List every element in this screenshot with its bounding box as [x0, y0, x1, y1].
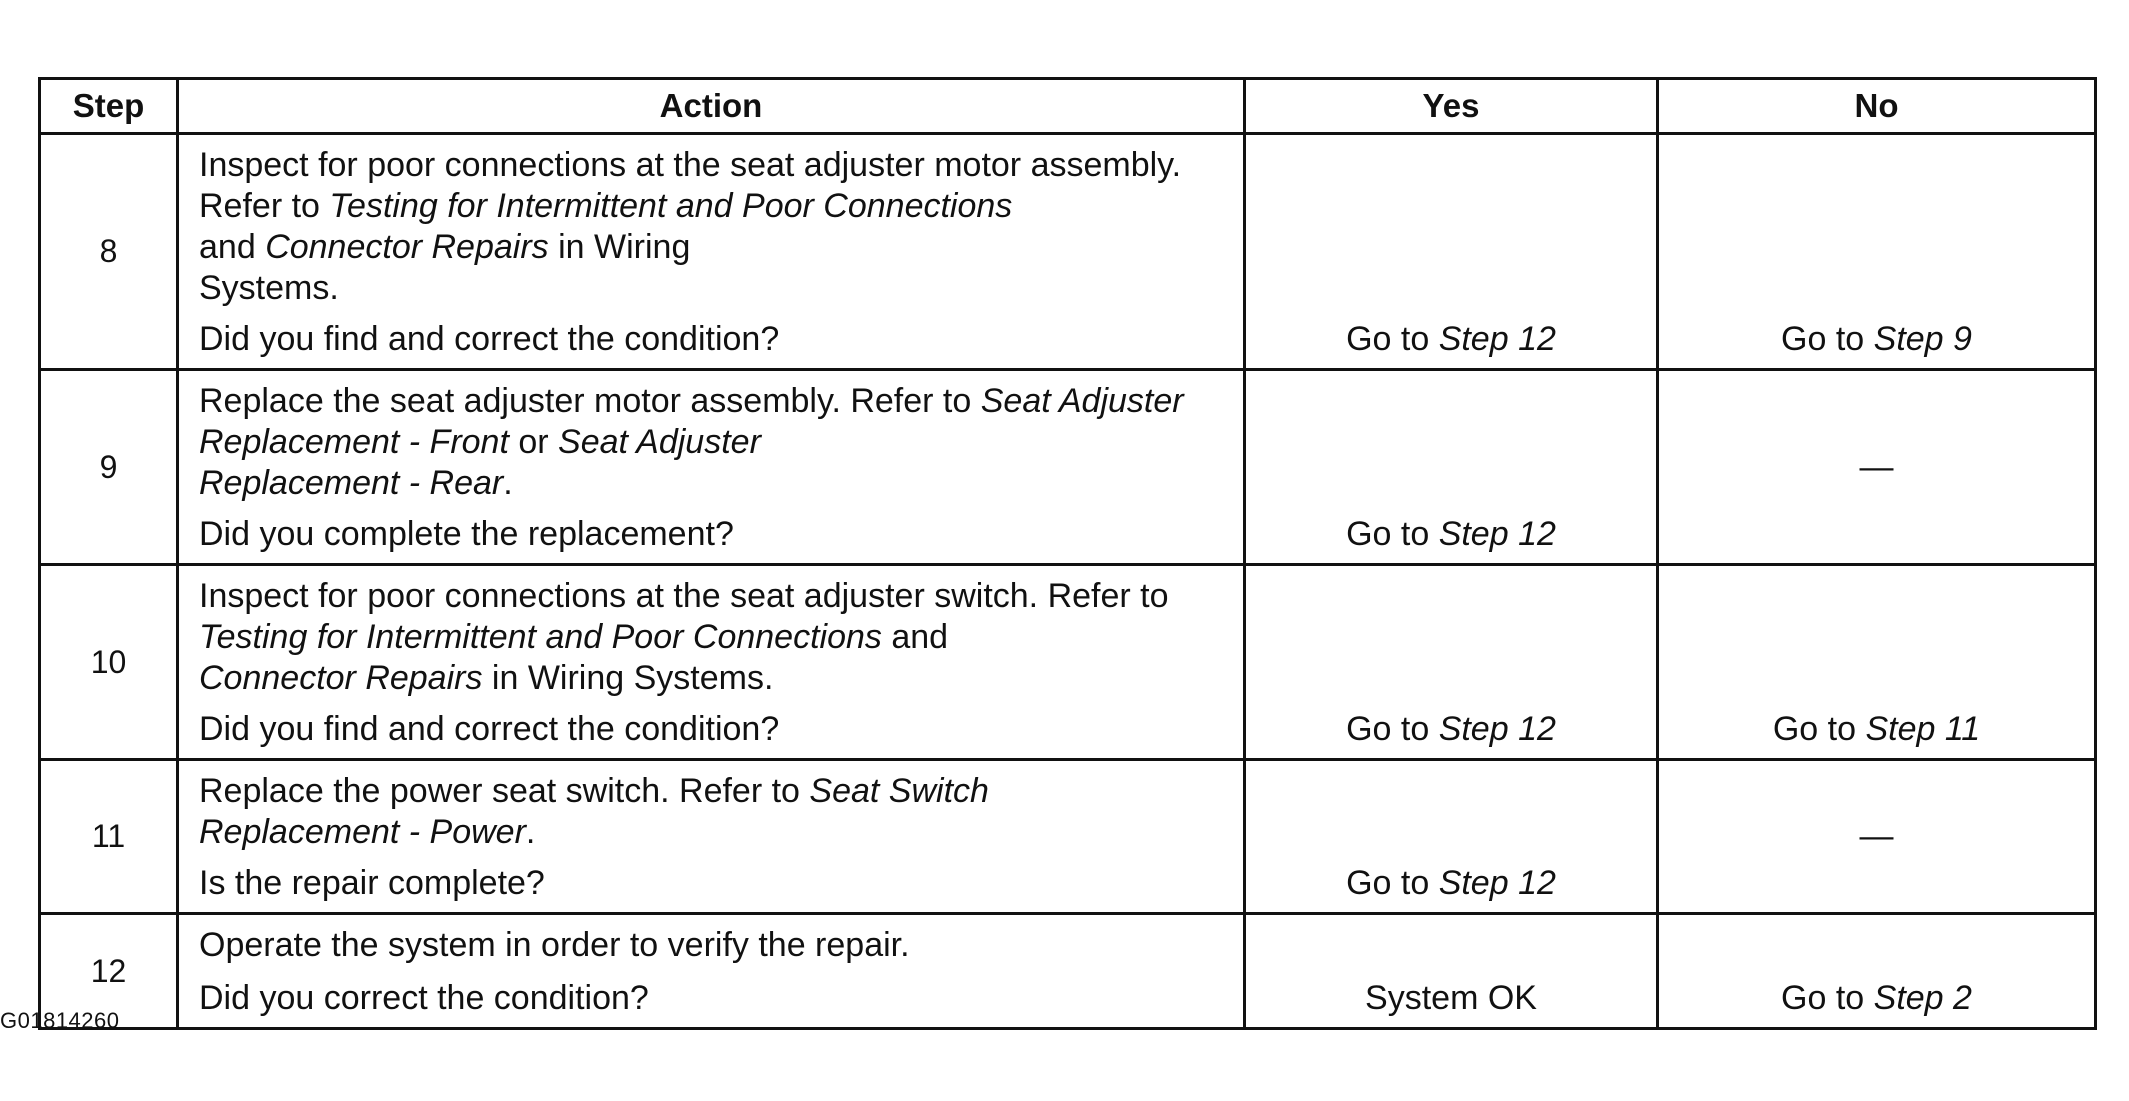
action-text: Systems.	[199, 269, 339, 307]
yes-result	[1245, 914, 1658, 1029]
action-description	[199, 381, 1229, 504]
action-cell	[178, 565, 1245, 760]
step-number: 9	[40, 370, 178, 565]
action-description: Operate the system in order to verify the repair.	[199, 926, 910, 964]
yes-result	[1245, 760, 1658, 914]
action-text: and	[881, 618, 949, 656]
step-number: 10	[40, 565, 178, 760]
action-text: and	[199, 228, 266, 266]
table-header-row	[40, 79, 2096, 134]
result-text: Go to	[1772, 710, 1866, 748]
action-text: Inspect for poor connections at the seat adjuster switch. Refer to	[199, 577, 1169, 615]
reference-link-text: Replacement - Rear	[199, 464, 504, 502]
result-text: Go to	[1346, 515, 1439, 553]
action-description	[199, 576, 1229, 699]
action-question: Did you find and correct the condition?	[199, 320, 780, 358]
reference-link-text: Replacement - Power	[199, 813, 526, 851]
action-question: Did you correct the condition?	[199, 979, 649, 1017]
action-text: in Wiring Systems.	[482, 659, 774, 697]
action-text: or	[508, 423, 559, 461]
table-row	[40, 565, 2096, 760]
step-reference: Step 11	[1865, 710, 1981, 748]
action-text: Inspect for poor connections at the seat adjuster motor assembly.	[199, 146, 1182, 184]
reference-link-text: Seat Adjuster	[980, 382, 1184, 420]
step-number: 11	[40, 760, 178, 914]
reference-link-text: Replacement - Front	[199, 423, 509, 461]
table-row	[40, 134, 2096, 370]
header-action: Action	[178, 79, 1245, 134]
action-text: Refer to	[199, 187, 330, 225]
action-text: .	[525, 813, 536, 851]
result-text: System OK	[1365, 979, 1537, 1017]
step-reference: Step 12	[1438, 515, 1556, 553]
action-description	[199, 771, 1229, 853]
table-row	[40, 914, 2096, 1029]
table-row	[40, 370, 2096, 565]
step-reference: Step 2	[1873, 979, 1972, 1017]
action-question: Did you find and correct the condition?	[199, 710, 780, 748]
action-text: Replace the power seat switch. Refer to	[199, 772, 810, 810]
yes-result	[1245, 134, 1658, 370]
step-reference: Step 12	[1438, 710, 1556, 748]
header-yes: Yes	[1245, 79, 1658, 134]
step-reference: Step 12	[1438, 864, 1556, 902]
not-applicable-dash: —	[1859, 817, 1894, 855]
step-reference: Step 12	[1438, 320, 1556, 358]
yes-result	[1245, 370, 1658, 565]
result-text: Go to	[1346, 320, 1439, 358]
action-text: .	[503, 464, 513, 502]
reference-link-text: Seat Switch	[809, 772, 989, 810]
no-result	[1658, 565, 2096, 760]
action-cell	[178, 914, 1245, 1029]
step-reference: Step 9	[1873, 320, 1972, 358]
reference-link-text: Testing for Intermittent and Poor Connections	[199, 618, 882, 656]
figure-id: G01814260	[0, 1008, 120, 1033]
reference-link-text: Testing for Intermittent and Poor Connections	[329, 187, 1013, 225]
header-no: No	[1658, 79, 2096, 134]
result-text: Go to	[1781, 979, 1874, 1017]
header-step: Step	[40, 79, 178, 134]
result-text: Go to	[1346, 864, 1439, 902]
yes-result	[1245, 565, 1658, 760]
action-question: Did you complete the replacement?	[199, 515, 734, 553]
action-text: Replace the seat adjuster motor assembly. Refer to	[199, 382, 981, 420]
step-number: 12	[40, 914, 178, 1029]
no-result	[1658, 134, 2096, 370]
action-cell	[178, 370, 1245, 565]
reference-link-text: Connector Repairs	[265, 228, 549, 266]
not-applicable-dash: —	[1859, 447, 1894, 486]
table-row	[40, 760, 2096, 914]
reference-link-text: Connector Repairs	[199, 659, 483, 697]
action-cell	[178, 760, 1245, 914]
action-question: Is the repair complete?	[199, 864, 545, 902]
reference-link-text: Seat Adjuster	[558, 423, 761, 461]
no-result	[1658, 914, 2096, 1029]
no-result	[1658, 760, 2096, 914]
action-text: in Wiring	[548, 228, 691, 266]
result-text: Go to	[1781, 320, 1874, 358]
diagnostic-table	[38, 77, 2097, 1030]
step-number: 8	[40, 134, 178, 370]
result-text: Go to	[1346, 710, 1439, 748]
action-cell	[178, 134, 1245, 370]
no-result	[1658, 370, 2096, 565]
action-description	[199, 145, 1229, 309]
